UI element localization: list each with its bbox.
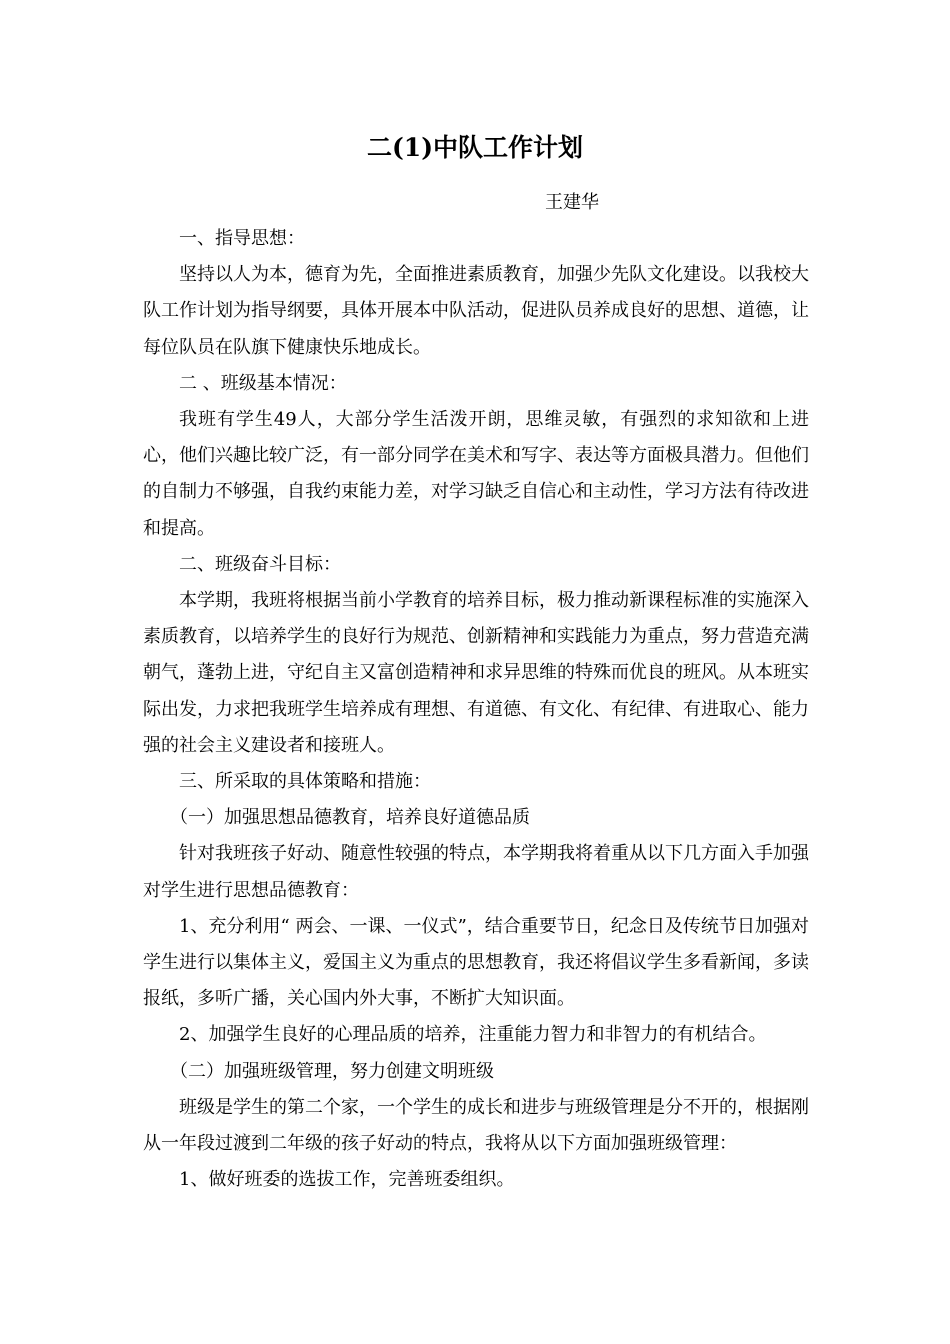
section-heading-guiding-thought: 一、指导思想： [179, 228, 305, 249]
document-author: 王建华 [545, 192, 599, 213]
document-body [143, 221, 809, 1198]
paragraph-class-situation: 我班有学生49人，大部分学生活泼开朗，思维灵敏，有强烈的求知欲和上进心，他们兴趣比较广泛，有一部分同学在美术和写字、表达等方面极具潜力。但他们的自制力不够强，自我约束能力差，对学习缺乏自信心和主动性，学习方法有待改进和提高。 [143, 409, 809, 539]
subsection-heading-class-management: （二）加强班级管理，努力创建文明班级 [170, 1060, 494, 1082]
paragraph-moral-education-intro: 针对我班孩子好动、随意性较强的特点，本学期我将着重从以下几方面入手加强对学生进行思想品德教育： [143, 843, 809, 901]
document-title: 二(1)中队工作计划 [366, 133, 584, 162]
paragraph-class-goals: 本学期，我班将根据当前小学教育的培养目标，极力推动新课程标准的实施深入素质教育，以培养学生的良好行为规范、创新精神和实践能力为重点，努力营造充满朝气，蓬勃上进，守纪自主又富创造精神和求异思维的特殊而优良的班风。从本班实际出发，力求把我班学生培养成有理想、有道德、有文化、有纪律、有进取心、能力强的社会主义建设者和接班人。 [143, 590, 809, 756]
paragraph-class-management-item-1: 1、做好班委的选拔工作，完善班委组织。 [179, 1169, 515, 1191]
subsection-heading-moral-education: （一）加强思想品德教育，培养良好道德品质 [170, 807, 530, 829]
paragraph-guiding-thought: 坚持以人为本，德育为先，全面推进素质教育，加强少先队文化建设。以我校大队工作计划为指导纲要，具体开展本中队活动，促进队员养成良好的思想、道德，让每位队员在队旗下健康快乐地成长。 [143, 264, 809, 358]
section-heading-class-situation: 二 、班级基本情况： [179, 372, 347, 394]
paragraph-moral-education-item-2: 2、加强学生良好的心理品质的培养，注重能力智力和非智力的有机结合。 [179, 1024, 767, 1046]
section-heading-strategies: 三、所采取的具体策略和措施： [179, 771, 431, 793]
section-heading-class-goals: 二、班级奋斗目标： [179, 553, 341, 575]
paragraph-moral-education-item-1: 1、充分利用“ 两会、一课、一仪式”，结合重要节日，纪念日及传统节日加强对学生进行以集体主义，爱国主义为重点的思想教育，我还将倡议学生多看新闻，多读报纸，多听广播，关心国内外大事，不断扩大知识面。 [143, 915, 809, 1010]
paragraph-class-management-intro: 班级是学生的第二个家，一个学生的成长和进步与班级管理是分不开的，根据刚从一年段过渡到二年级的孩子好动的特点，我将从以下方面加强班级管理： [143, 1096, 809, 1155]
